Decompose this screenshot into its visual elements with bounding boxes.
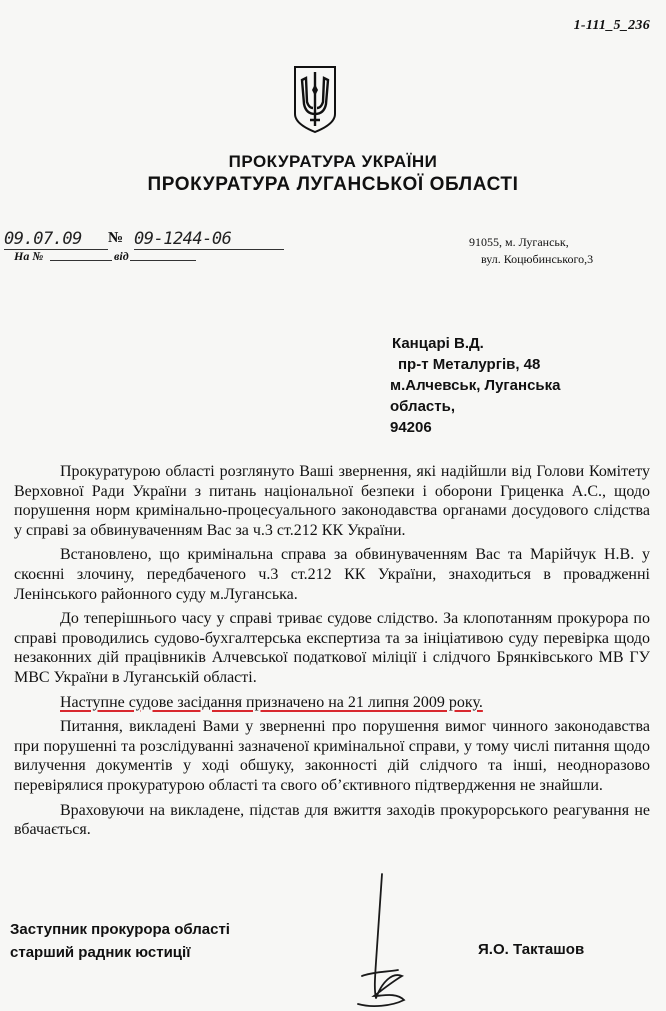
body-paragraph-3: До теперішнього часу у справі триває судове слідство. За клопотанням прокурора по справі проводились судово-бухгалтерська експертиза та за ініціативою суду перевірка щодо незаконних дій працівників Алчевської податкової міліції і слідчого Брянківського МВ ГУ МВС України в Луганській області. [14,610,650,686]
trident-emblem-icon [292,64,338,134]
recipient-street: пр-т Металургів, 48 [398,356,541,373]
body-paragraph-4 [14,693,650,713]
recipient-name: Канцарі В.Д. [392,335,484,352]
reference-number-label: На № [14,249,44,263]
registration-date: 09.07.09 [4,229,108,250]
hearing-date-sentence: Наступне судове засідання призначено на 21 липня 2009 року. [60,693,483,711]
document-reference: 1-111_5_236 [573,18,650,33]
reference-number-field [50,260,112,261]
signer-name: Я.О. Такташов [478,941,585,958]
org-line-ukraine: ПРОКУРАТУРА УКРАЇНИ [228,152,438,171]
org-line-luhansk: ПРОКУРАТУРА ЛУГАНСЬКОЇ ОБЛАСТІ [147,174,519,195]
body-paragraph-5: Питання, викладені Вами у зверненні про порушення вимог чинного законодавства при порушенні та розслідуванні зазначеної кримінальної справи, у тому числі питання щодо вилучення документів у ході обшуку, законності дій слідчого та інші, неодноразово перевірялися прокуратурою області та свого об’єктивного підтвердження не знайшли. [14,718,650,794]
recipient-postcode: 94206 [390,419,432,436]
body-paragraph-1: Прокуратурою області розглянуто Ваші звернення, які надійшли від Голови Комітету Верховної Ради України з питань національної безпеки і оборони Гриценка А.С., щодо порушення норм кримінально-процесуального законодавства органами досудового слідства у справі за обвинуваченням Вас за ч.3 ст.212 КК України. [14,463,650,539]
body-paragraph-2: Встановлено, що кримінальна справа за обвинуваченням Вас та Марійчук Н.В. у скоєнні злочину, передбаченого ч.3 ст.212 КК України, знаходиться в провадженні Ленінського районного суду м.Луганська. [14,546,650,603]
sender-address-line2: вул. Коцюбинського,3 [481,252,594,266]
recipient-region: область, [390,398,456,415]
sender-address-line1: 91055, м. Луганськ, [469,235,569,249]
handwritten-signature-icon [352,872,416,1011]
registration-number-label: № [108,230,124,246]
recipient-block [392,333,561,438]
reference-date-label: від [114,249,129,263]
reference-date-field [130,260,196,261]
body-paragraph-6: Враховуючи на викладене, підстав для вжиття заходів прокурорського реагування не вбачається. [14,801,650,839]
signer-title-line2: старший радник юстиції [10,944,191,961]
letter-body [14,462,650,845]
signer-title-block [10,918,230,964]
registration-number: 09-1244-06 [134,229,284,250]
recipient-city: м.Алчевськ, Луганська [390,377,561,394]
signer-title-line1: Заступник прокурора області [10,921,230,938]
